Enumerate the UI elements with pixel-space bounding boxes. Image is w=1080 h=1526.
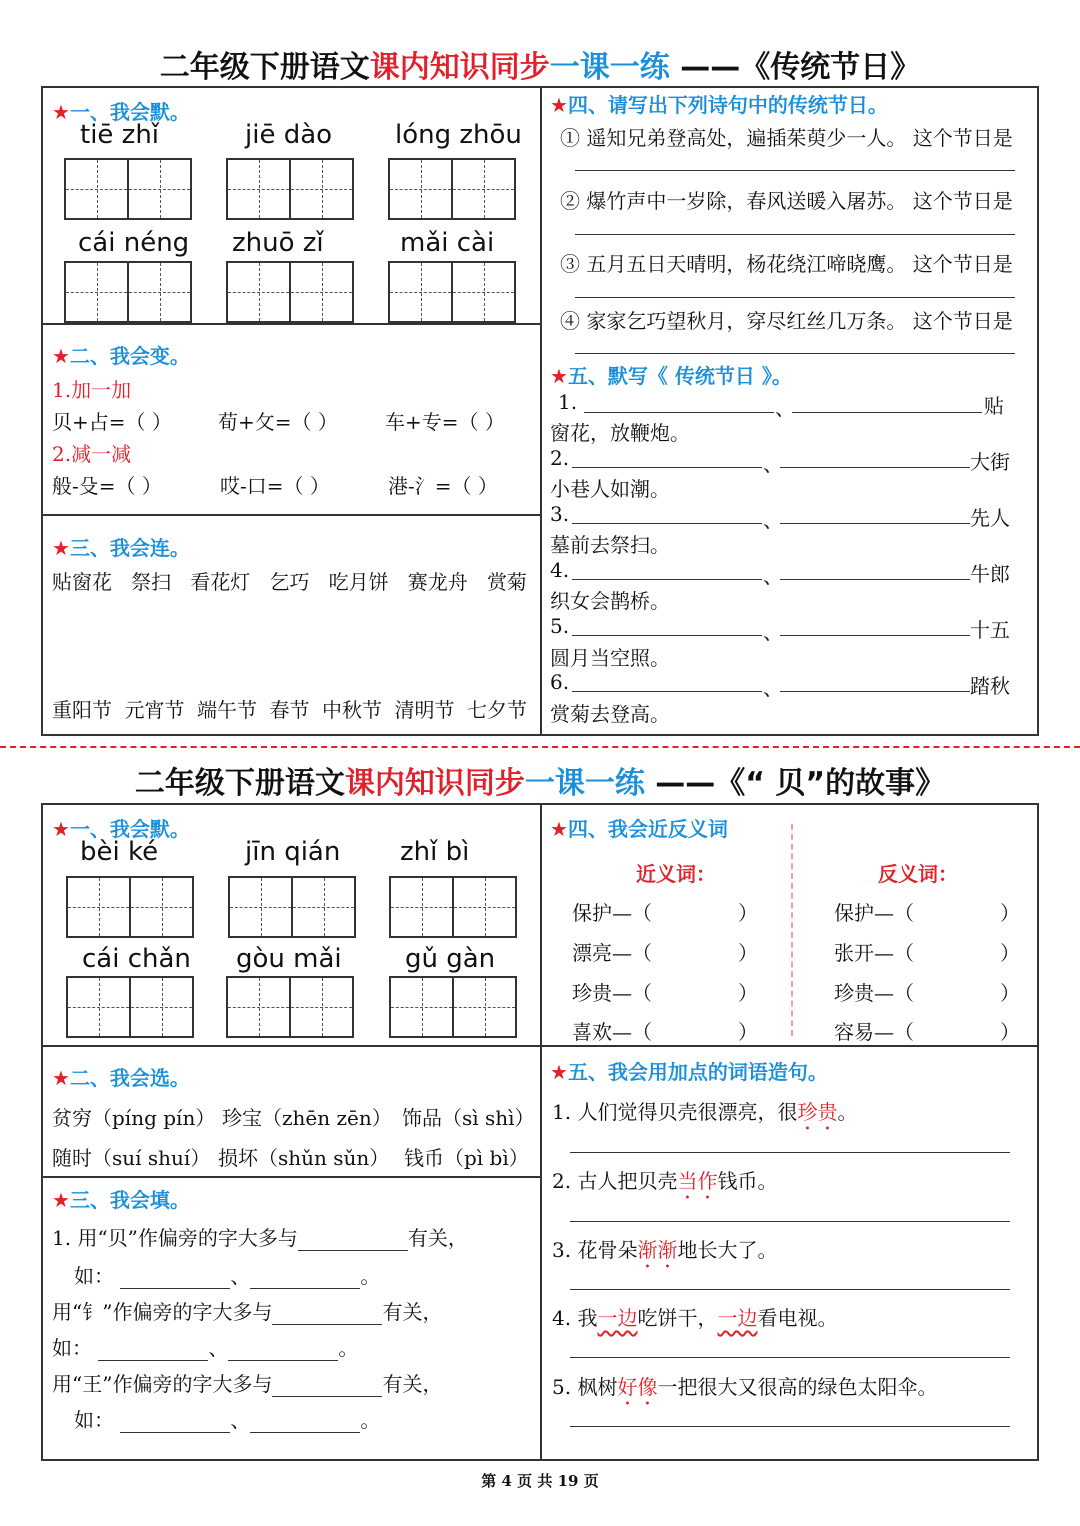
sub-heading: 1.加一加	[52, 378, 132, 402]
match-item[interactable]: 春节	[269, 698, 310, 722]
match-top-row	[52, 566, 527, 595]
recite-cont: 织女会鹊桥。	[550, 589, 670, 613]
pinyin: lóng zhōu	[395, 120, 522, 150]
star-icon: ★	[52, 817, 70, 841]
choose-item[interactable]: 珍宝（zhēn zēn）	[222, 1106, 392, 1130]
title-blue: 一课一练	[549, 50, 670, 85]
recite-cont: 圆月当空照。	[550, 646, 670, 670]
choose-item[interactable]: 损坏（shǔn sǔn）	[218, 1146, 390, 1170]
title-prefix: 二年级下册语文	[159, 50, 370, 85]
writing-grid[interactable]	[389, 976, 517, 1038]
sentence-item: 4. 我一边吃饼干，一边看电视。	[552, 1306, 838, 1330]
sentence-item: 3. 花骨朵渐渐地长大了。	[552, 1238, 778, 1262]
sub-item: 般-殳=（ ）	[52, 474, 162, 498]
star-icon: ★	[52, 1066, 70, 1090]
sheet2-s5-heading: ★五、我会用加点的词语造句。	[550, 1060, 828, 1084]
title-suffix: ——《“ 贝”的故事》	[644, 766, 946, 801]
recite-num: 6.	[550, 670, 570, 694]
add-item: 车+专=（ ）	[385, 410, 505, 434]
fill-blank[interactable]	[272, 1377, 382, 1397]
sheet2-divider	[540, 803, 542, 1461]
sheet1-s5-heading: ★五、默写《 传统节日 》。	[550, 364, 792, 388]
title-red: 课内知识	[344, 766, 465, 801]
writing-grid[interactable]	[388, 158, 516, 220]
synonym-item: 喜欢—（	[572, 1020, 652, 1044]
fill-blank[interactable]	[250, 1413, 360, 1433]
answer-line[interactable]	[570, 1152, 1010, 1153]
antonym-label: 反义词：	[878, 862, 958, 886]
sheet2-s4-heading: ★四、我会近反义词	[550, 817, 728, 841]
choose-item[interactable]: 钱币（pì bì）	[404, 1146, 529, 1170]
recite-cont: 小巷人如潮。	[550, 477, 670, 501]
answer-line[interactable]	[780, 635, 970, 636]
answer-line[interactable]	[780, 579, 970, 580]
answer-line[interactable]	[570, 1426, 1010, 1427]
match-item[interactable]: 中秋节	[322, 698, 382, 722]
sub-heading: 2.减一减	[52, 442, 132, 466]
paren: ）	[738, 941, 758, 965]
sheet2-sep-1	[41, 1045, 1039, 1047]
match-item[interactable]: 贴窗花	[52, 570, 112, 594]
pinyin: gòu mǎi	[236, 944, 342, 974]
fill-blank[interactable]	[120, 1269, 230, 1289]
synonym-item: 保护—（	[572, 901, 652, 925]
paren: ）	[738, 1020, 758, 1044]
cut-line	[0, 746, 1080, 748]
sheet2-s3-heading: ★三、我会填。	[52, 1188, 190, 1212]
match-item[interactable]: 清明节	[394, 698, 455, 722]
poem-item: ② 爆竹声中一岁除，春风送暖入屠苏。 这个节日是	[560, 189, 1013, 213]
answer-line[interactable]	[572, 635, 762, 636]
pinyin: mǎi cài	[400, 228, 495, 258]
highlight-word: 一边	[717, 1306, 758, 1330]
sheet1-s4-heading: ★四、请写出下列诗句中的传统节日。	[550, 93, 888, 117]
title-prefix: 二年级下册语文	[134, 766, 345, 801]
recite-cont: 窗花，放鞭炮。	[550, 421, 690, 445]
example-line: 如： 、 。	[74, 1264, 381, 1288]
recite-num: 2.	[550, 446, 570, 470]
antonym-item: 容易—（	[834, 1020, 914, 1044]
fill-blank[interactable]	[228, 1341, 338, 1361]
poem-item: ④ 家家乞巧望秋月，穿尽红丝几万条。 这个节日是	[560, 309, 1013, 333]
antonym-item: 保护—（	[834, 901, 914, 925]
pinyin: gǔ gàn	[405, 944, 496, 974]
match-item[interactable]: 祭扫	[131, 570, 172, 594]
pinyin: zhuō zǐ	[232, 228, 324, 258]
answer-line[interactable]	[575, 234, 1015, 235]
answer-line[interactable]	[575, 170, 1015, 171]
match-item[interactable]: 赛龙舟	[407, 570, 468, 594]
recite-cont: 墓前去祭扫。	[550, 533, 670, 557]
recite-cont: 赏菊去登高。	[550, 702, 670, 726]
paren: ）	[1000, 1020, 1020, 1044]
synonym-label: 近义词：	[636, 862, 716, 886]
highlight-word: 好像	[617, 1375, 658, 1399]
star-icon: ★	[550, 817, 568, 841]
title-red: 课内知识	[369, 50, 490, 85]
answer-line[interactable]	[780, 523, 970, 524]
pinyin: tiē zhǐ	[80, 120, 160, 150]
answer-line[interactable]	[572, 691, 762, 692]
recite-end: 踏秋	[970, 674, 1010, 698]
recite-end: 贴	[984, 394, 1004, 418]
writing-grid[interactable]	[388, 261, 516, 323]
paren: ）	[1000, 981, 1020, 1005]
paren: ）	[1000, 901, 1020, 925]
sheet2-s1-heading: ★一、我会默。	[52, 817, 190, 841]
answer-line[interactable]	[570, 1289, 1010, 1290]
star-icon: ★	[52, 536, 70, 560]
sub-item: 港-氵=（ ）	[388, 474, 498, 498]
writing-grid[interactable]	[226, 158, 354, 220]
sub-item: 哎-口=（ ）	[220, 474, 330, 498]
answer-line[interactable]	[570, 1221, 1010, 1222]
highlight-word: 当作	[677, 1169, 718, 1193]
pinyin: cái chǎn	[82, 944, 191, 974]
choose-item[interactable]: 随时（suí shuí）	[52, 1146, 211, 1170]
add-item: 贝+占=（ ）	[52, 410, 172, 434]
poem-item: ③ 五月五日天晴明，杨花绕江啼晓鹰。 这个节日是	[560, 252, 1013, 276]
star-icon: ★	[550, 364, 568, 388]
match-item[interactable]: 看花灯	[190, 570, 251, 594]
star-icon: ★	[52, 100, 70, 124]
example-line: 如： 、 。	[74, 1408, 381, 1432]
fill-line-2: 用“钅”作偏旁的字大多与 有关，	[52, 1300, 443, 1324]
paren: ）	[738, 981, 758, 1005]
writing-grid[interactable]	[66, 876, 194, 938]
highlight-word: 珍贵	[797, 1100, 838, 1124]
sentence-item: 5. 枫树好像一把很大又很高的绿色太阳伞。	[552, 1375, 938, 1399]
sheet1-s2-heading: ★二、我会变。	[52, 344, 190, 368]
highlight-word: 一边	[597, 1306, 638, 1330]
answer-line[interactable]	[575, 297, 1015, 298]
star-icon: ★	[52, 344, 70, 368]
pinyin: zhǐ bì	[400, 837, 470, 867]
recite-num: 1.	[558, 390, 578, 414]
match-bottom-row	[52, 694, 527, 723]
highlight-word: 渐渐	[637, 1238, 678, 1262]
sheet1-divider	[540, 86, 542, 736]
pinyin: cái néng	[78, 228, 190, 258]
recite-end: 牛郎	[970, 562, 1010, 586]
poem-item: ① 遥知兄弟登高处，遍插茱萸少一人。 这个节日是	[560, 126, 1013, 150]
recite-end: 十五	[970, 618, 1010, 642]
paren: ）	[1000, 941, 1020, 965]
fill-line-3: 用“王”作偏旁的字大多与 有关，	[52, 1372, 443, 1396]
sentence-item: 1. 人们觉得贝壳很漂亮，很珍贵。	[552, 1100, 858, 1124]
match-item[interactable]: 元宵节	[124, 698, 185, 722]
sentence-item: 2. 古人把贝壳当作钱币。	[552, 1169, 778, 1193]
sheet2-title	[0, 758, 1080, 802]
antonym-item: 张开—（	[834, 941, 914, 965]
recite-num: 5.	[550, 614, 570, 638]
antonym-item: 珍贵—（	[834, 981, 914, 1005]
fill-blank[interactable]	[120, 1413, 230, 1433]
answer-line[interactable]	[780, 467, 970, 468]
recite-num: 3.	[550, 502, 570, 526]
star-icon: ★	[52, 1188, 70, 1212]
title-red-2: 同步	[489, 50, 550, 85]
recite-end: 先人	[970, 506, 1010, 530]
choose-item[interactable]: 贫穷（píng pín）	[52, 1106, 216, 1130]
writing-grid[interactable]	[66, 976, 194, 1038]
sheet2-s2-heading: ★二、我会选。	[52, 1066, 190, 1090]
synonym-item: 珍贵—（	[572, 981, 652, 1005]
example-line: 如： 、 。	[52, 1336, 359, 1360]
title-blue: 一课一练	[524, 766, 645, 801]
page-footer: 第 4 页 共 19 页	[481, 1472, 599, 1490]
answer-line[interactable]	[792, 412, 982, 413]
choose-item[interactable]: 饰品（sì shì）	[402, 1106, 535, 1130]
writing-grid[interactable]	[228, 876, 356, 938]
answer-line[interactable]	[572, 467, 762, 468]
sheet1-s3-heading: ★三、我会连。	[52, 536, 190, 560]
sheet1-title	[0, 42, 1080, 86]
match-item[interactable]: 吃月饼	[328, 570, 389, 594]
writing-grid[interactable]	[226, 261, 354, 323]
star-icon: ★	[550, 93, 568, 117]
sheet1-sep-1	[41, 323, 541, 325]
fill-blank[interactable]	[272, 1305, 382, 1325]
fill-line-1: 1. 用“贝”作偏旁的字大多与 有关，	[52, 1226, 468, 1250]
answer-line[interactable]	[572, 523, 762, 524]
title-suffix: ——《传统节日》	[669, 50, 921, 85]
match-item[interactable]: 乞巧	[269, 570, 310, 594]
answer-line[interactable]	[570, 1357, 1010, 1358]
star-icon: ★	[550, 1060, 568, 1084]
answer-line[interactable]	[780, 691, 970, 692]
sheet2-sep-2	[41, 1176, 541, 1178]
writing-grid[interactable]	[226, 976, 354, 1038]
pinyin: bèi ké	[80, 837, 159, 867]
match-item[interactable]: 七夕节	[467, 698, 527, 722]
writing-grid[interactable]	[64, 158, 192, 220]
writing-grid[interactable]	[64, 261, 192, 323]
sheet1-sep-2	[41, 514, 541, 516]
add-item: 荀+攵=（ ）	[218, 410, 338, 434]
writing-grid[interactable]	[389, 876, 517, 938]
pinyin: jiē dào	[245, 120, 333, 150]
answer-line[interactable]	[572, 579, 762, 580]
fill-blank[interactable]	[98, 1341, 208, 1361]
paren: ）	[738, 901, 758, 925]
pinyin: jīn qián	[245, 837, 341, 867]
match-item[interactable]: 重阳节	[52, 698, 112, 722]
column-divider	[791, 824, 793, 1036]
fill-blank[interactable]	[298, 1231, 408, 1251]
recite-end: 大街	[970, 450, 1010, 474]
match-item[interactable]: 赏菊	[486, 570, 527, 594]
sheet1-s1-heading: ★一、我会默。	[52, 100, 190, 124]
answer-line[interactable]	[575, 353, 1015, 354]
recite-num: 4.	[550, 558, 570, 582]
answer-line[interactable]	[584, 412, 774, 413]
fill-blank[interactable]	[250, 1269, 360, 1289]
match-item[interactable]: 端午节	[197, 698, 257, 722]
title-red-2: 同步	[464, 766, 525, 801]
synonym-item: 漂亮—（	[572, 941, 652, 965]
